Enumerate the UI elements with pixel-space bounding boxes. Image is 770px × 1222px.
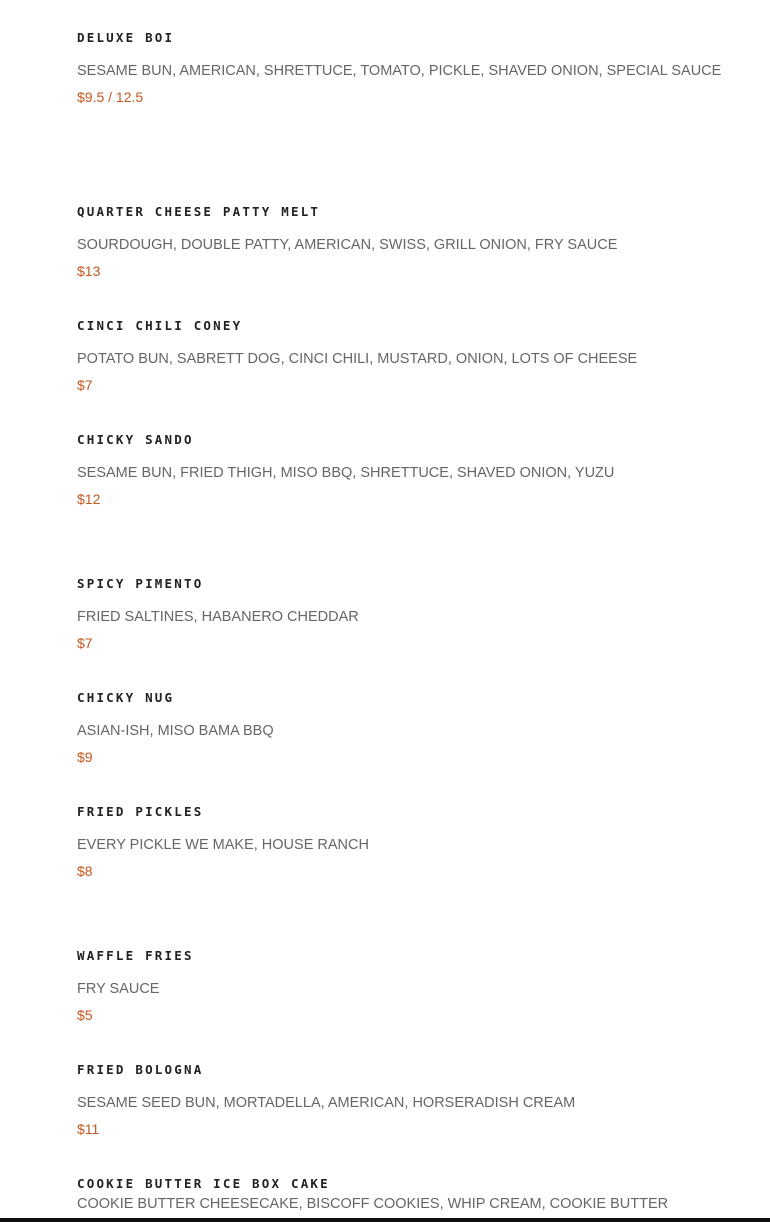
menu-item: [77, 204, 750, 280]
item-name: QUARTER CHEESE PATTY MELT: [77, 204, 321, 219]
item-name: CHICKY NUG: [77, 690, 175, 705]
item-name: DELUXE BOI: [77, 30, 175, 45]
item-price: $7: [77, 635, 93, 651]
item-name: CINCI CHILI CONEY: [77, 318, 243, 333]
item-price: $12: [77, 491, 101, 507]
item-name: FRIED BOLOGNA: [77, 1062, 204, 1077]
item-description: POTATO BUN, SABRETT DOG, CINCI CHILI, MUSTARD, ONION, LOTS OF CHEESE: [77, 351, 638, 367]
item-name: FRIED PICKLES: [77, 804, 204, 819]
item-price: $9: [77, 749, 93, 765]
menu-item: [77, 1176, 750, 1213]
item-name: WAFFLE FRIES: [77, 948, 194, 963]
item-description: SESAME BUN, AMERICAN, SHRETTUCE, TOMATO, PICKLE, SHAVED ONION, SPECIAL SAUCE: [77, 63, 722, 79]
item-name: SPICY PIMENTO: [77, 576, 204, 591]
menu-item: [77, 690, 750, 766]
item-description: ASIAN-ISH, MISO BAMA BBQ: [77, 723, 274, 739]
menu-item: [77, 30, 750, 106]
item-description: FRY SAUCE: [77, 981, 160, 997]
item-price: $9.5 / 12.5: [77, 89, 144, 105]
menu-item: [77, 432, 750, 508]
bottom-bar: [0, 1218, 770, 1222]
item-description: SESAME SEED BUN, MORTADELLA, AMERICAN, HORSERADISH CREAM: [77, 1095, 576, 1111]
menu-item: [77, 804, 750, 880]
item-price: $8: [77, 863, 93, 879]
item-name: COOKIE BUTTER ICE BOX CAKE: [77, 1176, 330, 1191]
item-price: $7: [77, 377, 93, 393]
menu-item: [77, 948, 750, 1024]
menu-item: [77, 1062, 750, 1138]
item-name: CHICKY SANDO: [77, 432, 194, 447]
item-description: SOURDOUGH, DOUBLE PATTY, AMERICAN, SWISS, GRILL ONION, FRY SAUCE: [77, 237, 618, 253]
item-description: EVERY PICKLE WE MAKE, HOUSE RANCH: [77, 837, 369, 853]
menu-item: [77, 318, 750, 394]
item-price: $13: [77, 263, 101, 279]
menu-item: [77, 576, 750, 652]
item-description: SESAME BUN, FRIED THIGH, MISO BBQ, SHRETTUCE, SHAVED ONION, YUZU: [77, 465, 615, 481]
item-description: FRIED SALTINES, HABANERO CHEDDAR: [77, 609, 359, 625]
item-price: $5: [77, 1007, 93, 1023]
item-price: $11: [77, 1121, 100, 1137]
item-description: COOKIE BUTTER CHEESECAKE, BISCOFF COOKIES, WHIP CREAM, COOKIE BUTTER: [77, 1196, 669, 1212]
